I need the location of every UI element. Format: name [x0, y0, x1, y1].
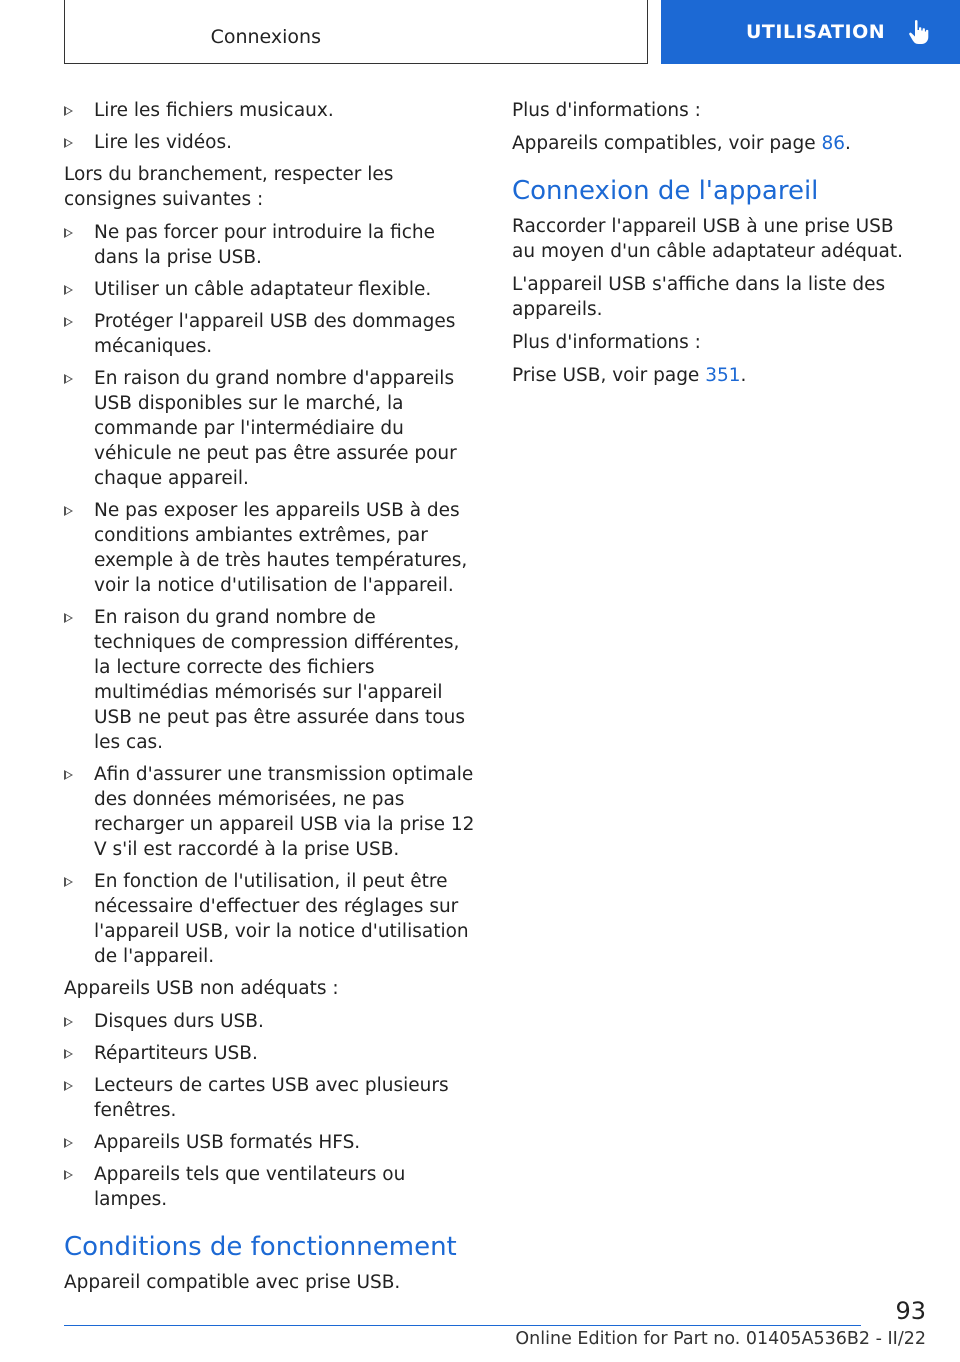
list-item: En fonction de l'utilisation, il peut être nécessaire d'effectuer des réglages sur l'appareil USB, voir la notice d'utilisation de l'appareil. [64, 869, 478, 969]
footer-divider [64, 1325, 861, 1326]
triangle-bullet-icon [64, 228, 73, 238]
device-list-note: L'appareil USB s'affiche dans la liste des appareils. [512, 274, 886, 320]
list-item: Utiliser un câble adaptateur flexible. [64, 277, 478, 302]
triangle-bullet-icon [64, 877, 73, 887]
unsuitable-intro: Appareils USB non adéquats : [64, 978, 339, 999]
list-item: Appareils tels que ventilateurs ou lampes. [64, 1162, 478, 1212]
more-info-label: Plus d'informations : [512, 332, 701, 353]
operating-conditions-text: Appareil compatible avec prise USB. [64, 1272, 401, 1293]
triangle-bullet-icon [64, 770, 73, 780]
feature-list [64, 98, 478, 155]
triangle-bullet-icon [64, 1049, 73, 1059]
page-link-86[interactable]: 86 [821, 133, 846, 154]
list-item: En raison du grand nombre d'appareils USB disponibles sur le marché, la commande par l'intermédiaire du véhicule ne peut pas être assurée pour chaque appareil. [64, 366, 478, 491]
list-item: Lire les vidéos. [64, 130, 478, 155]
triangle-bullet-icon [64, 374, 73, 384]
triangle-bullet-icon [64, 1017, 73, 1027]
page-link-351[interactable]: 351 [705, 365, 741, 386]
connection-intro: Lors du branchement, respecter les consignes suivantes : [64, 164, 394, 210]
list-item: Lecteurs de cartes USB avec plusieurs fenêtres. [64, 1073, 478, 1123]
triangle-bullet-icon [64, 1170, 73, 1180]
list-item: Appareils USB formatés HFS. [64, 1130, 478, 1155]
triangle-bullet-icon [64, 613, 73, 623]
triangle-bullet-icon [64, 1081, 73, 1091]
list-item: Ne pas exposer les appareils USB à des conditions ambiantes extrêmes, par exemple à de très hautes températures, voir la notice d'utilisation de l'appareil. [64, 498, 478, 598]
right-column [512, 98, 914, 396]
left-column [64, 98, 478, 1303]
chapter-title: UTILISATION [746, 21, 886, 43]
list-item: En raison du grand nombre de techniques de compression différentes, la lecture correcte des fichiers multimédias mémorisés sur l'appareil USB ne peut pas être assurée dans tous les cas. [64, 605, 478, 755]
triangle-bullet-icon [64, 1138, 73, 1148]
device-connection-heading: Connexion de l'appareil [512, 176, 819, 206]
triangle-bullet-icon [64, 506, 73, 516]
section-title: Connexions [210, 26, 321, 48]
compatible-devices-reference: Appareils compatibles, voir page 86. [512, 133, 851, 154]
operating-conditions-heading: Conditions de fonctionnement [64, 1232, 457, 1262]
triangle-bullet-icon [64, 285, 73, 295]
header-section-box [64, 0, 648, 64]
list-item: Répartiteurs USB. [64, 1041, 478, 1066]
edition-note: Online Edition for Part no. 01405A536B2 - II/22 [515, 1329, 926, 1349]
triangle-bullet-icon [64, 317, 73, 327]
list-item: Ne pas forcer pour introduire la fiche dans la prise USB. [64, 220, 478, 270]
triangle-bullet-icon [64, 106, 73, 116]
unsuitable-devices-list [64, 1009, 478, 1212]
list-item: Lire les fichiers musicaux. [64, 98, 478, 123]
list-item: Afin d'assurer une transmission optimale des données mémorisées, ne pas recharger un appareil USB via la prise 12 V s'il est raccordé à la prise USB. [64, 762, 478, 862]
chapter-tab[interactable] [661, 0, 960, 64]
page-number: 93 [895, 1297, 926, 1325]
connection-instructions-list [64, 220, 478, 969]
connect-instruction: Raccorder l'appareil USB à une prise USB au moyen d'un câble adaptateur adéquat. [512, 216, 904, 262]
more-info-label: Plus d'informations : [512, 100, 701, 121]
list-item: Protéger l'appareil USB des dommages mécaniques. [64, 309, 478, 359]
pointing-hand-icon [907, 19, 931, 45]
triangle-bullet-icon [64, 138, 73, 148]
list-item: Disques durs USB. [64, 1009, 478, 1034]
usb-socket-reference: Prise USB, voir page 351. [512, 365, 747, 386]
